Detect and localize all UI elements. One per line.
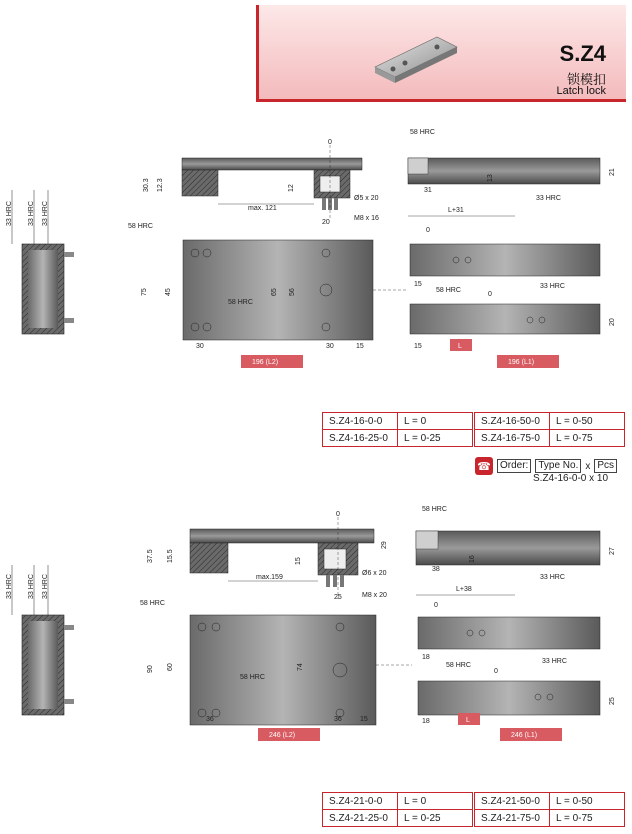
phone-icon: ☎ <box>475 457 493 475</box>
rp-hrc-58: 58 HRC <box>436 287 461 294</box>
rp-dim-18-a: 18 <box>422 654 430 661</box>
rp-hrc-33: 33 HRC <box>542 658 567 665</box>
rt-dim-27: 27 <box>609 547 616 555</box>
order-label: Order: <box>497 459 531 473</box>
rt-dim-16: 16 <box>469 555 476 563</box>
rp-zero-a: 0 <box>434 602 438 609</box>
type-no-cell: S.Z4-21-25-0 <box>323 810 398 827</box>
dim-29: 29 <box>381 541 388 549</box>
table-row <box>323 413 473 430</box>
rt-dim-31: 31 <box>424 187 432 194</box>
rp-total-l1: 196 (L1) <box>508 359 535 366</box>
rp-hrc-33: 33 HRC <box>540 283 565 290</box>
table-row <box>475 810 625 827</box>
plan-hrc-58-b: 58 HRC <box>240 674 265 681</box>
dim-15: 15 <box>295 557 302 565</box>
plan-dim-36-a: 36 <box>206 716 214 723</box>
right-plan-view-2 <box>418 602 616 741</box>
plan-dim-56: 56 <box>289 288 296 296</box>
length-cell: L = 0-25 <box>398 430 473 447</box>
rp-dim-15-b: 15 <box>414 343 422 350</box>
type-table-1-left <box>322 412 473 447</box>
right-top-view-1 <box>408 129 616 216</box>
plan-hrc-58-a: 58 HRC <box>140 600 165 607</box>
dim-zero-top: 0 <box>336 511 340 518</box>
dim-30-3: 30.3 <box>143 178 150 192</box>
type-no-cell: S.Z4-21-50-0 <box>475 793 550 810</box>
order-example: S.Z4-16-0-0 x 10 <box>533 473 609 484</box>
rp-zero-a: 0 <box>426 227 430 234</box>
type-table-1-right <box>474 412 625 447</box>
right-top-view-2 <box>416 506 616 595</box>
dim-dia-5x20: Ø5 x 20 <box>354 195 379 202</box>
rp-dim-15-a: 15 <box>414 281 422 288</box>
rt-hrc-33: 33 HRC <box>540 574 565 581</box>
dim-15-5: 15.5 <box>167 549 174 563</box>
product-image <box>367 19 487 89</box>
type-table-2-left <box>322 792 473 827</box>
plan-view-1 <box>128 219 408 368</box>
dim-max-159: max.159 <box>256 574 283 581</box>
plan-dim-15: 15 <box>360 716 368 723</box>
rt-dim-l-31: L+31 <box>448 207 464 214</box>
plan-dim-15: 15 <box>356 343 364 350</box>
side-hrc-label-2: 33 HRC <box>28 574 35 599</box>
plan-dim-30-b: 30 <box>326 343 334 350</box>
length-cell: L = 0-50 <box>550 793 625 810</box>
side-view-2 <box>6 565 74 715</box>
rt-dim-38: 38 <box>432 566 440 573</box>
section2-drawing <box>0 505 632 775</box>
type-no-cell: S.Z4-16-25-0 <box>323 430 398 447</box>
plan-dim-30-a: 30 <box>196 343 204 350</box>
side-view-1 <box>6 190 74 334</box>
product-code: S.Z4 <box>559 41 606 66</box>
rt-hrc-58: 58 HRC <box>422 506 447 513</box>
dim-dia-6x20: Ø6 x 20 <box>362 570 387 577</box>
top-view-1 <box>143 139 379 222</box>
order-pcs: Pcs <box>594 459 617 473</box>
rp-length-l: L <box>466 717 470 724</box>
plan-view-2 <box>140 594 412 741</box>
length-cell: L = 0 <box>398 413 473 430</box>
plan-dim-90: 90 <box>147 665 154 673</box>
side-hrc-label-3: 33 HRC <box>42 574 49 599</box>
side-hrc-label-1: 33 HRC <box>6 574 13 599</box>
dim-m8x20: M8 x 20 <box>362 592 387 599</box>
plan-hrc-58-a: 58 HRC <box>128 223 153 230</box>
plan-total-l2: 196 (L2) <box>252 359 279 366</box>
product-name-en: Latch lock <box>556 85 606 97</box>
table-row <box>323 793 473 810</box>
product-name-cn: 锁模扣 <box>566 72 606 87</box>
rp-dim-18-b: 18 <box>422 718 430 725</box>
rt-dim-21: 21 <box>609 168 616 176</box>
rt-dim-l-38: L+38 <box>456 586 472 593</box>
plan-dim-25: 25 <box>334 594 342 601</box>
product-banner <box>256 5 626 102</box>
rt-hrc-33: 33 HRC <box>536 195 561 202</box>
length-cell: L = 0-50 <box>550 413 625 430</box>
rp-hrc-58: 58 HRC <box>446 662 471 669</box>
dim-zero-top: 0 <box>328 139 332 146</box>
dim-max-121: max. 121 <box>248 205 277 212</box>
banner-accent-line <box>259 99 626 102</box>
type-table-2-right <box>474 792 625 827</box>
plan-hrc-58-b: 58 HRC <box>228 299 253 306</box>
table-row <box>323 430 473 447</box>
rp-total-l1: 246 (L1) <box>511 732 538 739</box>
plan-dim-65: 65 <box>271 288 278 296</box>
type-no-cell: S.Z4-16-50-0 <box>475 413 550 430</box>
type-no-cell: S.Z4-16-0-0 <box>323 413 398 430</box>
length-cell: L = 0-75 <box>550 430 625 447</box>
plan-dim-75: 75 <box>141 288 148 296</box>
length-cell: L = 0-75 <box>550 810 625 827</box>
rp-dim-20: 20 <box>609 318 616 326</box>
order-type-no: Type No. <box>535 459 581 473</box>
table-row <box>475 793 625 810</box>
length-cell: L = 0-25 <box>398 810 473 827</box>
table-row <box>323 810 473 827</box>
side-hrc-label-3: 33 HRC <box>42 201 49 226</box>
top-view-2 <box>147 511 388 599</box>
type-no-cell: S.Z4-21-0-0 <box>323 793 398 810</box>
type-no-cell: S.Z4-16-75-0 <box>475 430 550 447</box>
rp-dim-25: 25 <box>609 697 616 705</box>
dim-12-3: 12.3 <box>157 178 164 192</box>
right-plan-view-1 <box>410 227 616 368</box>
type-no-cell: S.Z4-21-75-0 <box>475 810 550 827</box>
plan-total-l2: 246 (L2) <box>269 732 296 739</box>
rp-zero-b: 0 <box>488 291 492 298</box>
plan-dim-20: 20 <box>322 219 330 226</box>
side-hrc-label-1: 33 HRC <box>6 201 13 226</box>
order-times: x <box>585 460 591 472</box>
rt-dim-13: 13 <box>487 174 494 182</box>
plan-dim-74: 74 <box>297 663 304 671</box>
dim-m8x16: M8 x 16 <box>354 215 379 222</box>
side-hrc-label-2: 33 HRC <box>28 201 35 226</box>
plan-dim-45: 45 <box>165 288 172 296</box>
dim-12: 12 <box>288 184 295 192</box>
dim-37-5: 37.5 <box>147 549 154 563</box>
plan-dim-60: 60 <box>167 663 174 671</box>
rp-zero-b: 0 <box>494 668 498 675</box>
table-row <box>475 413 625 430</box>
rt-hrc-58: 58 HRC <box>410 129 435 136</box>
length-cell: L = 0 <box>398 793 473 810</box>
rp-length-l: L <box>458 343 462 350</box>
table-row <box>475 430 625 447</box>
plan-dim-36-b: 36 <box>334 716 342 723</box>
